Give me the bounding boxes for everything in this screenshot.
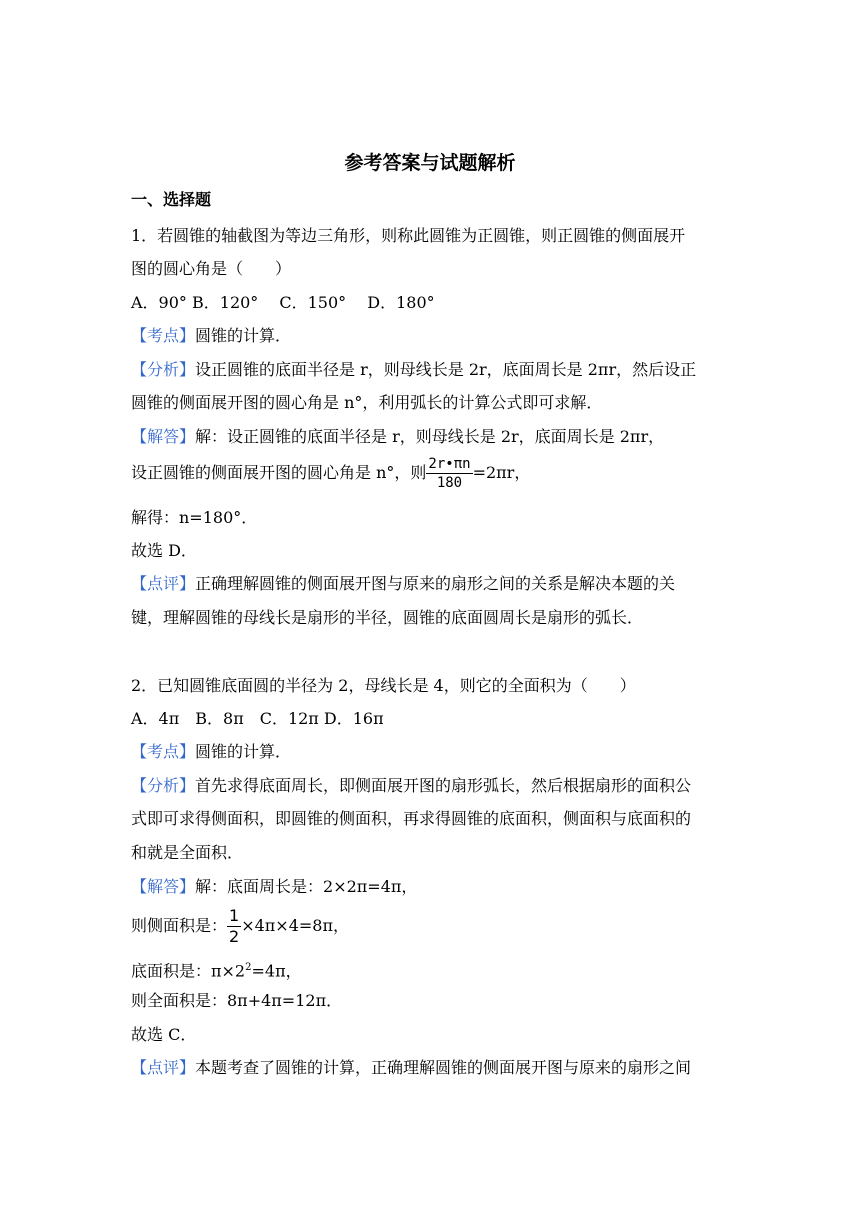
q1-fraction-numerator: 2r•πn	[428, 456, 471, 472]
q2-options: A．4π B．8π C．12π D．16π	[131, 709, 384, 728]
q2-fenxi-line-3: 和就是全面积．	[131, 843, 244, 862]
q1-conclusion: 故选 D．	[131, 541, 197, 560]
q2-jieda-text-1: 解：底面周长是：2×2π=4π，	[195, 877, 418, 896]
q1-dianping-tag: 【点评】	[131, 574, 196, 593]
q2-fraction-numerator: 1	[229, 906, 240, 925]
q1-kaodian-text: 圆锥的计算．	[195, 326, 292, 345]
q1-fenxi-tag: 【分析】	[131, 360, 196, 379]
q1-options: A．90° B．120° C．150° D．180°	[131, 293, 435, 312]
q1-dianping-line-1	[131, 573, 675, 595]
q2-jieda-line-2	[131, 906, 349, 946]
q2-stem-line-1: 2．已知圆锥底面圆的半径为 2，母线长是 4，则它的全面积为（ ）	[131, 676, 636, 695]
page-title: 参考答案与试题解析	[344, 152, 516, 174]
q1-jieda-tag: 【解答】	[131, 427, 196, 446]
q2-fenxi-tag: 【分析】	[131, 776, 196, 795]
q2-jieda-text-2: 则侧面积是：	[131, 916, 228, 935]
q2-jieda-line-1	[131, 876, 417, 898]
q2-dianping-text-1: 本题考查了圆锥的计算，正确理解圆锥的侧面展开图与原来的扇形之间	[195, 1058, 692, 1077]
q2-jieda-text-2-post: ×4π×4=8π，	[241, 916, 349, 935]
q1-jieda-text-2-post: =2πr，	[472, 463, 531, 482]
q1-fenxi-line-1	[131, 359, 696, 381]
q2-jieda-line-3	[131, 957, 302, 979]
q1-fenxi-text-1: 设正圆锥的底面半径是 r，则母线长是 2r，底面周长是 2πr，然后设正	[195, 360, 697, 379]
q1-fenxi-line-2: 圆锥的侧面展开图的圆心角是 n°，利用弧长的计算公式即可求解．	[131, 393, 603, 412]
q2-exponent: 2	[245, 962, 252, 973]
q1-jieda-text-1: 解：设正圆锥的底面半径是 r，则母线长是 2r，底面周长是 2πr，	[195, 427, 665, 446]
q1-kaodian	[131, 325, 291, 347]
q1-jieda-text-2: 设正圆锥的侧面展开图的圆心角是 n°，则	[131, 463, 427, 482]
q1-dianping-text-1: 正确理解圆锥的侧面展开图与原来的扇形之间的关系是解决本题的关	[195, 574, 676, 593]
q2-fraction	[227, 908, 241, 945]
q2-conclusion: 故选 C．	[131, 1025, 197, 1044]
q2-fenxi-text-1: 首先求得底面周长，即侧面展开图的扇形弧长，然后根据扇形的面积公	[195, 776, 692, 795]
q1-fraction-denominator: 180	[436, 475, 463, 491]
q2-dianping-tag: 【点评】	[131, 1058, 196, 1077]
q2-dianping-line-1	[131, 1057, 691, 1079]
q2-jieda-text-3: 底面积是：π×2	[131, 961, 246, 981]
q1-jieda-line-2	[131, 455, 530, 491]
q2-fenxi-line-2: 式即可求得侧面积，即圆锥的侧面积，再求得圆锥的底面积，侧面积与底面积的	[131, 809, 692, 828]
q2-kaodian-tag: 【考点】	[131, 742, 196, 761]
q2-kaodian-text: 圆锥的计算．	[195, 742, 292, 761]
q1-stem-line-2: 图的圆心角是（ ）	[131, 259, 292, 278]
q2-jieda-line-4: 则全面积是：8π+4π=12π．	[131, 991, 343, 1010]
q1-stem-line-1: 1．若圆锥的轴截图为等边三角形，则称此圆锥为正圆锥，则正圆锥的侧面展开	[131, 226, 686, 245]
q2-jieda-text-3-post: =4π，	[251, 961, 302, 981]
q2-fraction-denominator: 2	[229, 927, 240, 946]
q1-kaodian-tag: 【考点】	[131, 326, 196, 345]
q2-fenxi-line-1	[131, 775, 691, 797]
q1-jieda-line-1	[131, 426, 664, 448]
q2-kaodian	[131, 741, 291, 763]
q1-fraction	[426, 457, 472, 490]
q1-jieda-line-3: 解得：n=180°．	[131, 508, 258, 527]
section-heading: 一、选择题	[131, 190, 212, 209]
q1-dianping-line-2: 键，理解圆锥的母线长是扇形的半径，圆锥的底面圆周长是扇形的弧长．	[131, 608, 644, 627]
q2-jieda-tag: 【解答】	[131, 877, 196, 896]
